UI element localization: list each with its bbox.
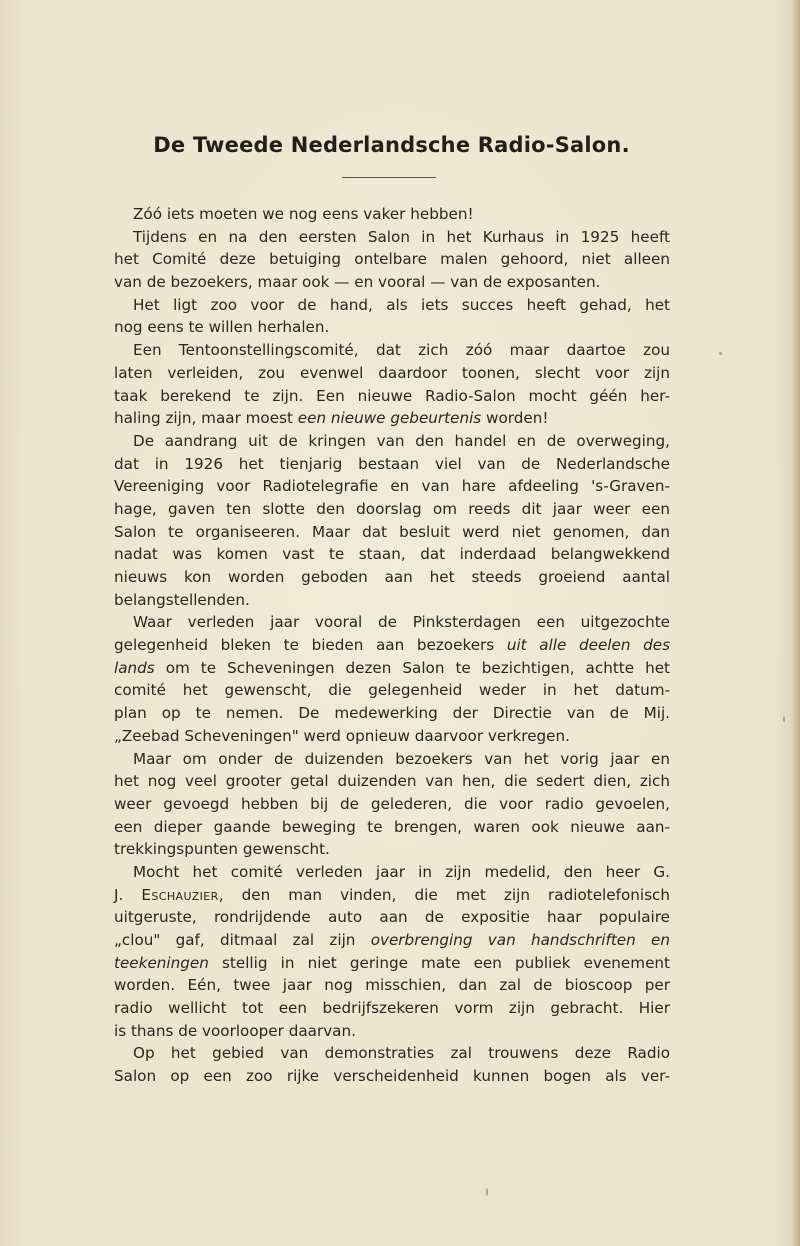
text-run: stellig in niet geringe mate een publiek evenement	[208, 953, 670, 972]
text-line	[114, 657, 670, 680]
text-run: plan op te nemen. De medewerking der Directie van de Mij.	[114, 704, 670, 723]
text-line	[114, 929, 670, 952]
text-line	[114, 906, 670, 929]
text-line	[114, 362, 670, 385]
article-title: De Tweede Nederlandsche Radio-Salon.	[153, 133, 630, 157]
text-line	[114, 339, 670, 362]
text-line	[114, 1020, 670, 1043]
text-run: taak berekend te zijn. Een nieuwe Radio-Salon mocht géén her-	[114, 386, 670, 405]
text-run: Maar om onder de duizenden bezoekers van het vorig jaar en	[133, 749, 670, 768]
italic-text: lands	[114, 658, 155, 677]
text-line	[114, 816, 670, 839]
text-line	[114, 861, 670, 884]
text-line	[114, 248, 670, 271]
italic-text: teekeningen	[114, 953, 209, 972]
text-line	[114, 589, 670, 612]
text-run: De aandrang uit de kringen van den handel en de overweging,	[133, 431, 670, 450]
title-divider	[342, 177, 436, 178]
text-line	[114, 952, 670, 975]
text-run: hage, gaven ten slotte den doorslag om reeds dit jaar weer een	[114, 499, 670, 518]
text-run: worden!	[481, 409, 549, 428]
text-run: worden. Eén, twee jaar nog misschien, dan zal de bioscoop per	[114, 976, 670, 995]
text-run: Zóó iets moeten we nog eens vaker hebben!	[133, 205, 474, 223]
paper-speck	[719, 352, 722, 355]
text-line	[114, 407, 670, 430]
text-line	[114, 725, 670, 748]
text-run: het nog veel grooter getal duizenden van hen, die sedert dien, zich	[114, 772, 670, 791]
text-run: het Comité deze betuiging ontelbare malen gehoord, niet alleen	[114, 250, 670, 269]
text-line	[114, 793, 670, 816]
text-run: Tijdens en na den eersten Salon in het Kurhaus in 1925 heeft	[133, 227, 670, 246]
text-line	[114, 294, 670, 317]
text-line	[114, 316, 670, 339]
text-run: „clou" gaf, ditmaal zal zijn	[114, 931, 371, 949]
text-run: Waar verleden jaar vooral de Pinksterdagen een uitgezochte	[133, 613, 670, 632]
text-line	[114, 271, 670, 294]
text-line	[114, 453, 670, 476]
text-run: laten verleiden, zou evenwel daardoor toonen, slecht voor zijn	[114, 363, 670, 382]
text-run: , den man vinden, die met zijn radiotelefonisch	[218, 885, 670, 904]
text-run: trekkingspunten gewenscht.	[114, 840, 330, 859]
text-line	[114, 770, 670, 793]
text-line	[114, 634, 670, 657]
text-run: Salon te organiseeren. Maar dat besluit werd niet genomen, dan	[114, 522, 670, 541]
small-caps-name: Eschauzier	[141, 885, 219, 904]
text-run: Op het gebied van demonstraties zal trouwens deze Radio	[133, 1044, 670, 1063]
text-run: comité het gewenscht, die gelegenheid weder in het datum-	[114, 681, 670, 700]
text-line	[114, 838, 670, 861]
text-line	[114, 997, 670, 1020]
text-line	[114, 226, 670, 249]
text-run: belangstellenden.	[114, 590, 250, 609]
text-line	[114, 566, 670, 589]
text-run: nog eens te willen herhalen.	[114, 318, 330, 337]
text-line	[114, 430, 670, 453]
paper-speck	[783, 716, 785, 722]
text-run: gelegenheid bleken te bieden aan bezoekers	[114, 636, 507, 655]
article-body	[114, 203, 670, 1088]
text-line	[114, 385, 670, 408]
text-run: Een Tentoonstellingscomité, dat zich zóó maar daartoe zou	[133, 341, 670, 360]
text-run: „Zeebad Scheveningen" werd opnieuw daarvoor verkregen.	[114, 726, 570, 745]
text-run: radio wellicht tot een bedrijfszekeren vorm zijn gebracht. Hier	[114, 999, 670, 1018]
text-line	[114, 748, 670, 771]
text-run: Vereeniging voor Radiotelegrafie en van hare afdeeling 's-Graven-	[114, 477, 670, 496]
text-line	[114, 702, 670, 725]
text-run: is thans de voorlooper daarvan.	[114, 1021, 356, 1040]
text-run: haling zijn, maar moest	[114, 409, 298, 428]
text-line	[114, 611, 670, 634]
text-line	[114, 974, 670, 997]
text-line	[114, 475, 670, 498]
text-run: uitgeruste, rondrijdende auto aan de expositie haar populaire	[114, 908, 670, 927]
text-run: dat in 1926 het tienjarig bestaan viel van de Nederlandsche	[114, 454, 670, 473]
italic-text: een nieuwe gebeurtenis	[297, 409, 482, 428]
paper-speck	[486, 1188, 488, 1196]
text-line	[114, 679, 670, 702]
italic-text: uit alle deelen des	[506, 636, 670, 655]
text-run: Het ligt zoo voor de hand, als iets succes heeft gehad, het	[133, 295, 670, 314]
text-run: een dieper gaande beweging te brengen, waren ook nieuwe aan-	[114, 817, 670, 836]
text-run: om te Scheveningen dezen Salon te bezichtigen, achtte het	[154, 658, 670, 677]
text-run: van de bezoekers, maar ook — en vooral — van de exposanten.	[114, 273, 601, 292]
text-run: Salon op een zoo rijke verscheidenheid kunnen bogen als ver-	[114, 1067, 670, 1086]
text-line	[114, 1065, 670, 1088]
text-run: weer gevoegd hebben bij de gelederen, die voor radio gevoelen,	[114, 794, 670, 813]
text-line	[114, 498, 670, 521]
page-edge-shadow	[792, 0, 800, 1246]
italic-text: overbrenging van handschriften en	[370, 931, 670, 949]
text-run: nieuws kon worden geboden aan het steeds groeiend aantal	[114, 568, 670, 586]
text-line	[114, 521, 670, 544]
text-line	[114, 203, 670, 226]
text-line	[114, 1042, 670, 1065]
text-run: nadat was komen vast te staan, dat inderdaad belangwekkend	[114, 545, 670, 564]
text-line	[114, 884, 670, 907]
text-line	[114, 543, 670, 566]
text-run: J.	[114, 885, 142, 904]
text-run: Mocht het comité verleden jaar in zijn medelid, den heer G.	[133, 862, 670, 881]
